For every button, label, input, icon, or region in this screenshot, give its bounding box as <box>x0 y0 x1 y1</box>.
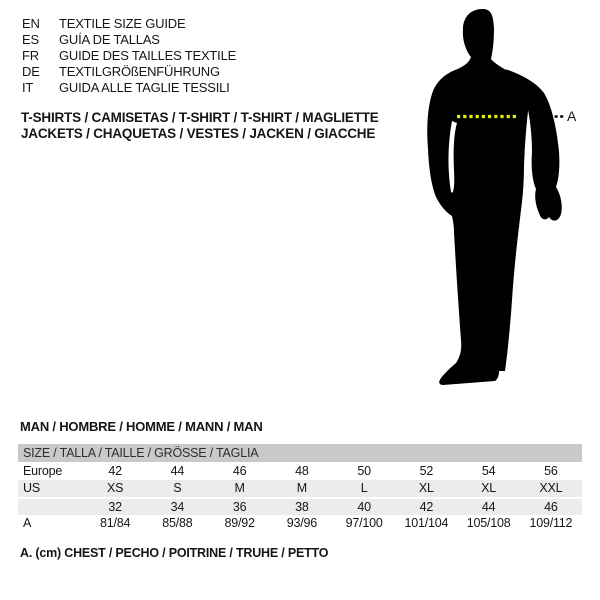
size-table <box>18 444 582 532</box>
cell: 89/92 <box>224 516 255 531</box>
language-row-en <box>22 16 236 32</box>
cell: 42 <box>419 499 434 514</box>
language-label: TEXTILE SIZE GUIDE <box>59 16 186 31</box>
category-tshirts: T-SHIRTS / CAMISETAS / T-SHIRT / T-SHIRT / MAGLIETTE <box>21 110 379 125</box>
table-row-europe <box>18 462 582 480</box>
cell: 50 <box>357 463 371 478</box>
category-jackets: JACKETS / CHAQUETAS / VESTES / JACKEN / GIACCHE <box>21 126 376 141</box>
cell: 44 <box>170 463 185 478</box>
size-table-header: SIZE / TALLA / TAILLE / GRÖSSE / TAGLIA <box>18 444 582 462</box>
cell: 42 <box>108 463 122 478</box>
section-title-man: MAN / HOMBRE / HOMME / MANN / MAN <box>20 419 263 434</box>
language-code: DE <box>22 64 40 79</box>
cell: 54 <box>481 463 496 478</box>
cell: M <box>234 481 245 496</box>
language-code: ES <box>22 32 39 47</box>
cell: 52 <box>419 463 434 478</box>
cell: L <box>360 481 368 496</box>
row-label: A <box>23 516 32 531</box>
cell: 46 <box>232 463 247 478</box>
measurement-legend: A. (cm) CHEST / PECHO / POITRINE / TRUHE / PETTO <box>20 546 329 560</box>
cell: 93/96 <box>286 516 318 531</box>
table-row-us <box>18 480 582 498</box>
cell: 105/108 <box>466 516 511 531</box>
cell: XXL <box>539 481 563 496</box>
row-label: US <box>23 481 40 496</box>
man-silhouette-right-arm <box>505 69 562 221</box>
language-label: TEXTILGRÖßENFÜHRUNG <box>59 64 220 79</box>
cell: 48 <box>295 463 309 478</box>
cell: XL <box>418 481 434 496</box>
left-armpit-gap <box>448 121 457 193</box>
measure-label-a: A <box>567 108 577 124</box>
row-label: Europe <box>23 463 63 478</box>
language-label: GUÍA DE TALLAS <box>59 32 160 47</box>
cell: 109/112 <box>529 516 573 531</box>
cell: 38 <box>295 499 309 514</box>
language-guide-list <box>22 16 236 96</box>
cell: 97/100 <box>345 516 383 531</box>
language-row-fr <box>22 48 236 64</box>
language-code: IT <box>22 80 34 95</box>
cell: XS <box>106 481 124 496</box>
cell: M <box>296 481 307 496</box>
language-row-it <box>22 80 236 96</box>
cell: XL <box>481 481 497 496</box>
language-row-de <box>22 64 236 80</box>
cell: 46 <box>544 499 558 514</box>
cell: 36 <box>232 499 247 514</box>
cell: 81/84 <box>99 516 131 531</box>
language-code: EN <box>22 16 40 31</box>
table-row-chest-cm <box>18 515 582 533</box>
garment-categories <box>21 110 379 142</box>
cell: 32 <box>108 499 122 514</box>
cell: 44 <box>481 499 496 514</box>
language-label: GUIDE DES TAILLES TEXTILE <box>59 48 237 63</box>
language-row-es <box>22 32 236 48</box>
language-label: GUIDA ALLE TAGLIE TESSILI <box>59 80 230 95</box>
language-code: FR <box>22 48 39 63</box>
cell: 40 <box>357 499 371 514</box>
cell: 34 <box>170 499 185 514</box>
man-silhouette-body <box>427 9 529 385</box>
cell: 85/88 <box>162 516 193 531</box>
cell: 101/104 <box>404 516 449 531</box>
cell: 56 <box>544 463 558 478</box>
table-row-alt-sizes <box>18 497 582 515</box>
cell: S <box>173 481 182 496</box>
